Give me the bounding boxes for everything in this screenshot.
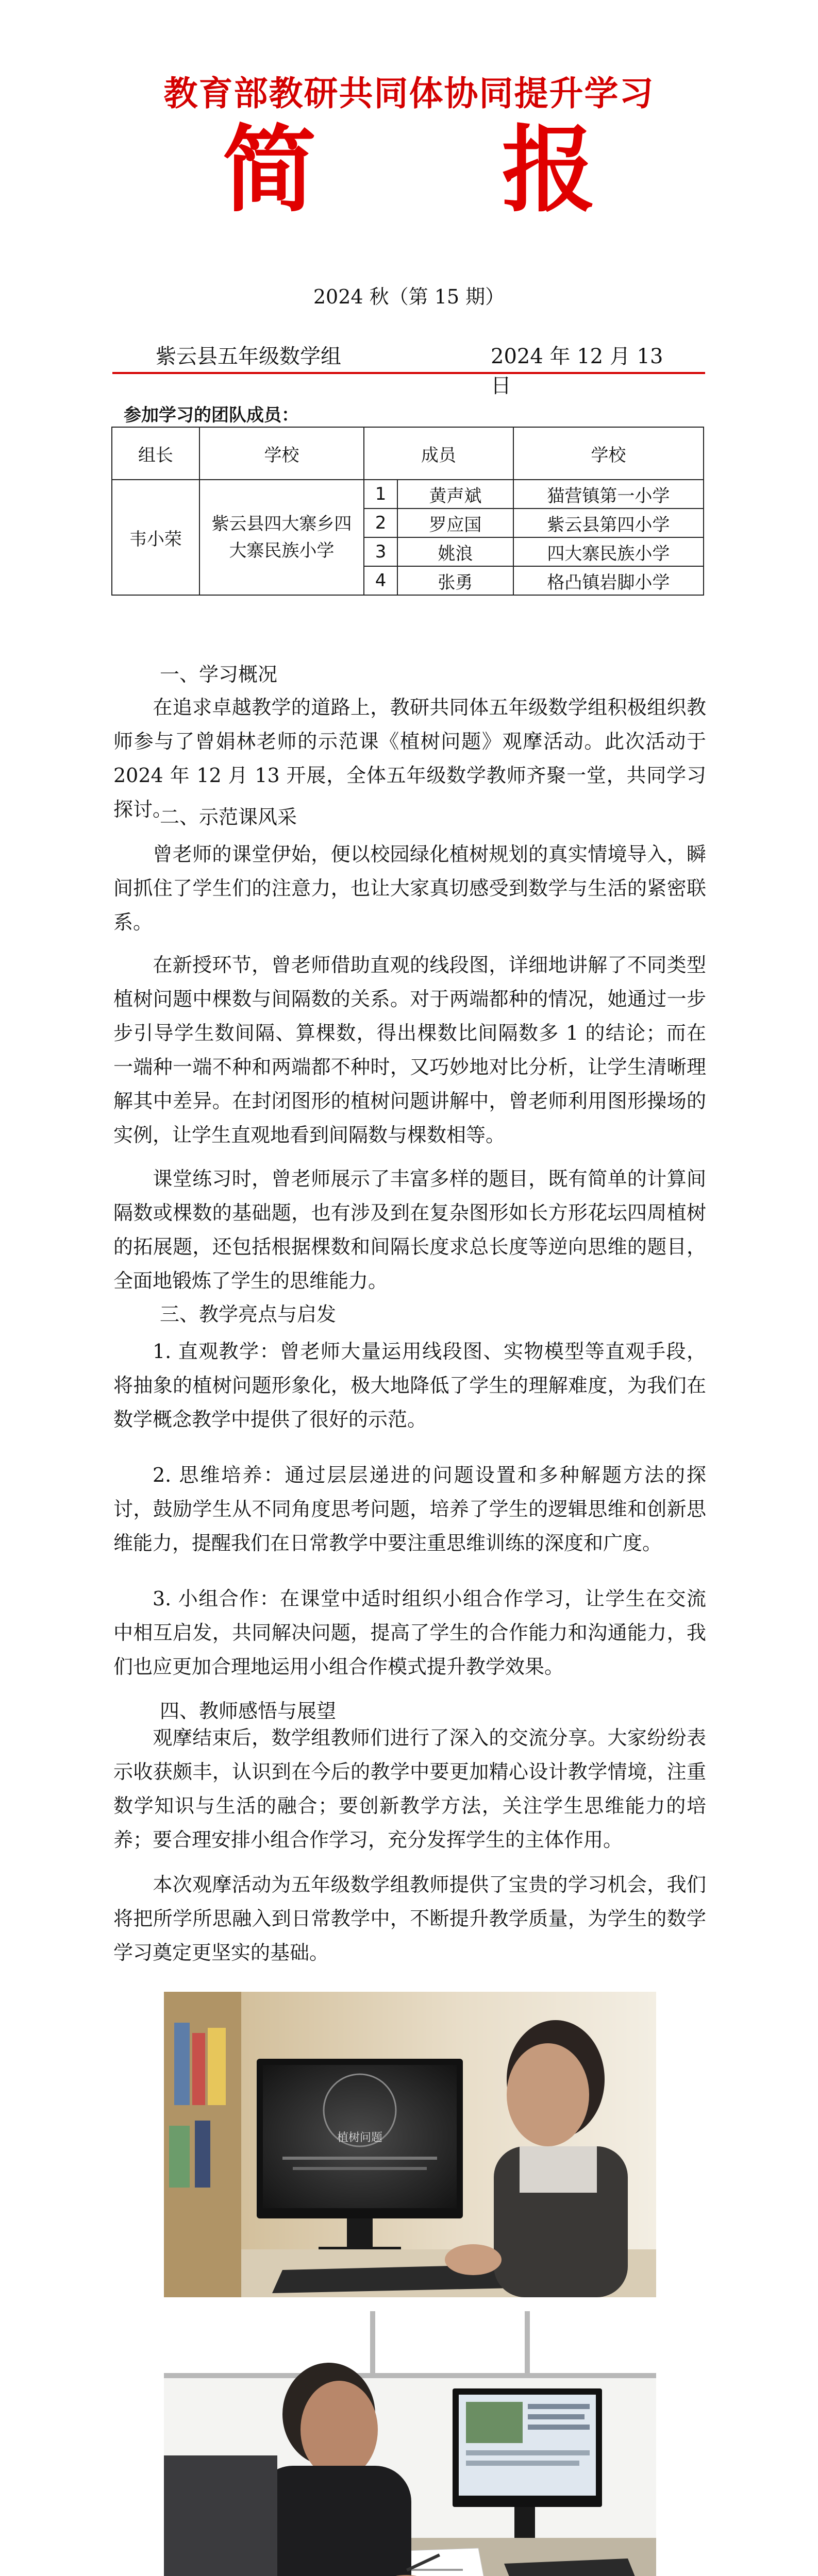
paragraph-conclusion: 本次观摩活动为五年级数学组教师提供了宝贵的学习机会，我们将把所学所思融入到日常教学中，不断提升教学质量，为学生的数学学习奠定更坚实的基础。 xyxy=(113,1873,706,1964)
member-name: 张勇 xyxy=(397,566,513,595)
paragraph-overview: 在追求卓越教学的道路上，教研共同体五年级数学组积极组织教师参与了曾娟林老师的示范课《植树问题》观摩活动。此次活动于 2024 年 12 月 13 开展，全体五年级数学教师齐聚一堂，共同学习探讨。 xyxy=(113,696,706,821)
issue-number: 2024 秋（第 15 期） xyxy=(313,285,505,308)
paragraph-highlight-group: 3. 小组合作：在课堂中适时组织小组合作学习，让学生在交流中相互启发，共同解决问题，提高了学生的合作能力和沟通能力，我们也应更加合理地运用小组合作模式提升教学效果。 xyxy=(113,1587,706,1678)
section-heading-demo-lesson: 二、示范课风采 xyxy=(160,806,297,828)
leader-name: 韦小荣 xyxy=(112,480,199,595)
section-heading-reflection: 四、教师感悟与展望 xyxy=(160,1700,337,1722)
members-table xyxy=(111,427,704,596)
member-school: 紫云县第四小学 xyxy=(513,509,704,537)
members-label: 参加学习的团队成员： xyxy=(124,405,299,426)
member-number: 3 xyxy=(364,537,397,566)
paragraph-highlight-intuitive: 1. 直观教学：曾老师大量运用线段图、实物模型等直观手段，将抽象的植树问题形象化，极大地降低了学生的理解难度，为我们在数学概念教学中提供了很好的示范。 xyxy=(113,1340,706,1431)
leader-school: 紫云县四大寨乡四大寨民族小学 xyxy=(199,480,364,595)
member-school: 猫营镇第一小学 xyxy=(513,480,704,509)
table-header-row xyxy=(112,427,704,480)
screen-title: 植树问题 xyxy=(337,2131,383,2144)
member-name: 姚浪 xyxy=(397,537,513,566)
photo-teacher-taking-notes xyxy=(164,2311,656,2576)
paragraph-highlight-thinking: 2. 思维培养：通过层层递进的问题设置和多种解题方法的探讨，鼓励学生从不同角度思考问题，培养了学生的逻辑思维和创新思维能力，提醒我们在日常教学中要注重思维训练的深度和广度。 xyxy=(113,1464,706,1554)
member-school: 格凸镇岩脚小学 xyxy=(513,566,704,595)
paragraph-exercises: 课堂练习时，曾老师展示了丰富多样的题目，既有简单的计算间隔数或棵数的基础题，也有涉及到在复杂图形如长方形花坛四周植树的拓展题，还包括根据棵数和间隔长度求总长度等逆向思维的题目，全面地锻炼了学生的思维能力。 xyxy=(113,1167,706,1292)
member-school: 四大寨民族小学 xyxy=(513,537,704,566)
photo-teacher-watching-lesson xyxy=(164,1992,656,2297)
group-name: 紫云县五年级数学组 xyxy=(156,345,341,368)
header-divider xyxy=(112,372,705,374)
paragraph-new-content: 在新授环节，曾老师借助直观的线段图，详细地讲解了不同类型植树问题中棵数与间隔数的关系。对于两端都种的情况，她通过一步步引导学生数间隔、算棵数，得出棵数比间隔数多 1 的结论；而在一端种一端不种和两端都不种时，又巧妙地对比分析，让学生清晰理解其中差异。在封闭图形的植树问题讲解中，曾老师利用图形操场的实例，让学生直观地看到间隔数与棵数相等。 xyxy=(113,954,706,1146)
member-name: 黄声斌 xyxy=(397,480,513,509)
paragraph-lesson-intro: 曾老师的课堂伊始，便以校园绿化植树规划的真实情境导入，瞬间抓住了学生们的注意力，也让大家真切感受到数学与生活的紧密联系。 xyxy=(113,843,706,934)
member-number: 1 xyxy=(364,480,397,509)
section-heading-overview: 一、学习概况 xyxy=(160,663,278,686)
header-member-school: 学校 xyxy=(513,427,704,480)
header-school: 学校 xyxy=(199,427,364,480)
member-number: 4 xyxy=(364,566,397,595)
member-name: 罗应国 xyxy=(397,509,513,537)
briefing-header-title: 教育部教研共同体协同提升学习 xyxy=(163,73,655,113)
table-row xyxy=(112,480,704,509)
briefing-big-title: 简报 xyxy=(222,114,781,225)
issue-date: 2024 年 12 月 13 日 xyxy=(491,345,663,398)
member-number: 2 xyxy=(364,509,397,537)
section-heading-highlights: 三、教学亮点与启发 xyxy=(160,1303,337,1326)
header-leader: 组长 xyxy=(112,427,199,480)
paragraph-reflection: 观摩结束后，数学组教师们进行了深入的交流分享。大家纷纷表示收获颇丰，认识到在今后的教学中要更加精心设计教学情境，注重数学知识与生活的融合；要创新教学方法，关注学生思维能力的培养；要合理安排小组合作学习，充分发挥学生的主体作用。 xyxy=(113,1726,706,1851)
header-members: 成员 xyxy=(364,427,513,480)
